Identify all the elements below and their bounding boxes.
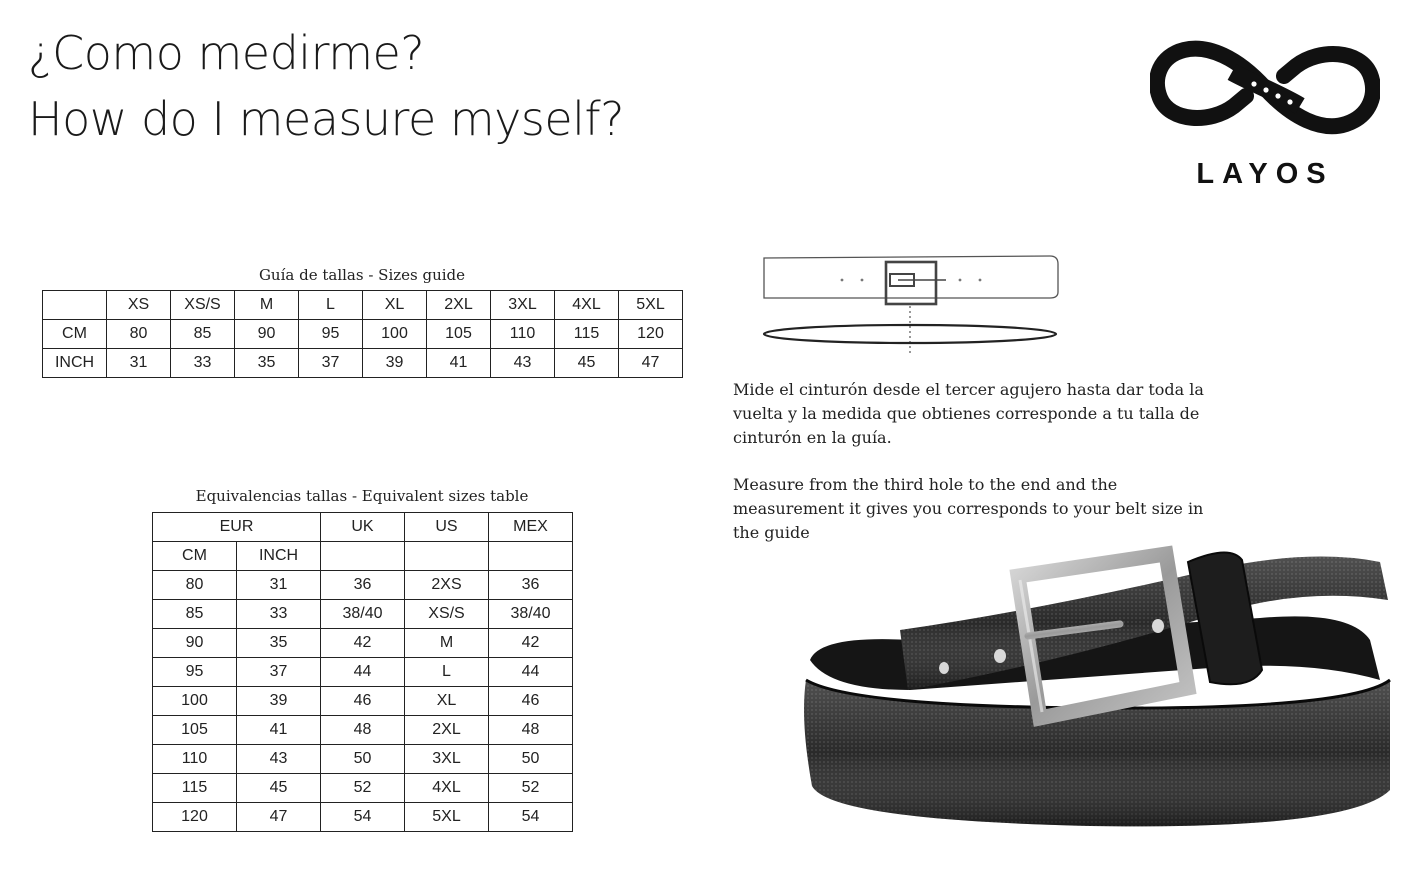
table-cell: 44	[321, 658, 405, 687]
table-cell: 85	[153, 600, 237, 629]
table-cell: 36	[489, 571, 573, 600]
sizes-guide-caption: Guía de tallas - Sizes guide	[258, 266, 466, 284]
table-cell: 95	[153, 658, 237, 687]
table-cell: 39	[363, 349, 427, 378]
equivalents-body	[153, 571, 573, 832]
table-cell: 47	[237, 803, 321, 832]
table-cell: CM	[43, 320, 107, 349]
table-cell: 4XL	[405, 774, 489, 803]
table-cell: 39	[237, 687, 321, 716]
table-cell: 31	[107, 349, 171, 378]
table-header-row	[153, 513, 573, 542]
table-row	[153, 774, 573, 803]
table-row	[153, 745, 573, 774]
table-cell: 45	[555, 349, 619, 378]
table-cell: 33	[237, 600, 321, 629]
table-cell: 38/40	[489, 600, 573, 629]
sizes-guide-table	[42, 290, 683, 378]
table-cell: 100	[363, 320, 427, 349]
equivalent-sizes-table	[152, 512, 573, 832]
header-cell-us: US	[405, 513, 489, 542]
table-cell: 115	[153, 774, 237, 803]
subheader-cell-cm: CM	[153, 542, 237, 571]
table-cell: 35	[235, 349, 299, 378]
table-cell: 43	[491, 349, 555, 378]
header-cell-uk: UK	[321, 513, 405, 542]
table-cell: 2XS	[405, 571, 489, 600]
header-cell: L	[299, 291, 363, 320]
instructions-en: Measure from the third hole to the end and the measurement it gives you corresponds to your belt size in the guide	[733, 475, 1204, 542]
table-cell: XS/S	[405, 600, 489, 629]
table-cell: 120	[619, 320, 683, 349]
header-cell: 4XL	[555, 291, 619, 320]
table-cell: 33	[171, 349, 235, 378]
table-cell: 45	[237, 774, 321, 803]
table-cell: 3XL	[405, 745, 489, 774]
table-cell: 105	[153, 716, 237, 745]
table-row	[153, 571, 573, 600]
table-cell: 31	[237, 571, 321, 600]
subheader-cell-empty	[321, 542, 405, 571]
table-row	[153, 687, 573, 716]
table-header-row	[43, 291, 683, 320]
table-cell: 41	[427, 349, 491, 378]
table-cell: 48	[321, 716, 405, 745]
table-cell: 37	[237, 658, 321, 687]
brand-wordmark: LAYOS	[1196, 158, 1334, 190]
table-cell: 120	[153, 803, 237, 832]
table-cell: 50	[489, 745, 573, 774]
header-cell	[43, 291, 107, 320]
table-cell: 85	[171, 320, 235, 349]
table-cell: 50	[321, 745, 405, 774]
table-cell: INCH	[43, 349, 107, 378]
table-cell: 105	[427, 320, 491, 349]
table-cell: 43	[237, 745, 321, 774]
table-row	[153, 600, 573, 629]
table-row	[153, 629, 573, 658]
brand-logo	[1150, 36, 1380, 196]
table-cell: 46	[321, 687, 405, 716]
table-cell: 80	[153, 571, 237, 600]
table-cell: 44	[489, 658, 573, 687]
table-cell: 5XL	[405, 803, 489, 832]
header-cell: XS/S	[171, 291, 235, 320]
header-cell: XL	[363, 291, 427, 320]
page-title-en: How do I measure myself?	[28, 92, 625, 146]
header-cell: 5XL	[619, 291, 683, 320]
table-row	[153, 658, 573, 687]
table-cell: 54	[321, 803, 405, 832]
instructions-es: Mide el cinturón desde el tercer agujero hasta dar toda la vuelta y la medida que obtienes corresponde a tu talla de cinturón en la guía.	[733, 380, 1204, 447]
infinity-belt-logo-icon	[1150, 36, 1380, 146]
table-cell: 35	[237, 629, 321, 658]
table-cell: M	[405, 629, 489, 658]
table-row	[43, 349, 683, 378]
header-cell: XS	[107, 291, 171, 320]
table-cell: 110	[153, 745, 237, 774]
table-cell: 38/40	[321, 600, 405, 629]
table-cell: 36	[321, 571, 405, 600]
header-cell-eur: EUR	[153, 513, 321, 542]
table-cell: 48	[489, 716, 573, 745]
table-row	[153, 803, 573, 832]
table-cell: 42	[321, 629, 405, 658]
header-cell: 2XL	[427, 291, 491, 320]
table-cell: 54	[489, 803, 573, 832]
table-cell: 2XL	[405, 716, 489, 745]
belt-photo	[790, 540, 1400, 840]
table-subheader-row	[153, 542, 573, 571]
header-cell: 3XL	[491, 291, 555, 320]
subheader-cell-empty	[405, 542, 489, 571]
table-cell: 115	[555, 320, 619, 349]
table-cell: 100	[153, 687, 237, 716]
table-cell: XL	[405, 687, 489, 716]
subheader-cell-inch: INCH	[237, 542, 321, 571]
table-row	[153, 716, 573, 745]
page-title-es: ¿Como medirme?	[28, 26, 425, 80]
table-cell: 41	[237, 716, 321, 745]
table-cell: 95	[299, 320, 363, 349]
table-cell: 47	[619, 349, 683, 378]
belt-measurement-diagram	[758, 246, 1063, 358]
table-cell: 110	[491, 320, 555, 349]
table-cell: 52	[489, 774, 573, 803]
table-cell: 37	[299, 349, 363, 378]
table-cell: 90	[235, 320, 299, 349]
header-cell-mex: MEX	[489, 513, 573, 542]
table-cell: 80	[107, 320, 171, 349]
table-row	[43, 320, 683, 349]
equivalents-caption: Equivalencias tallas - Equivalent sizes table	[195, 487, 529, 505]
table-cell: 52	[321, 774, 405, 803]
table-cell: 46	[489, 687, 573, 716]
subheader-cell-empty	[489, 542, 573, 571]
table-cell: 90	[153, 629, 237, 658]
header-cell: M	[235, 291, 299, 320]
table-cell: L	[405, 658, 489, 687]
table-cell: 42	[489, 629, 573, 658]
